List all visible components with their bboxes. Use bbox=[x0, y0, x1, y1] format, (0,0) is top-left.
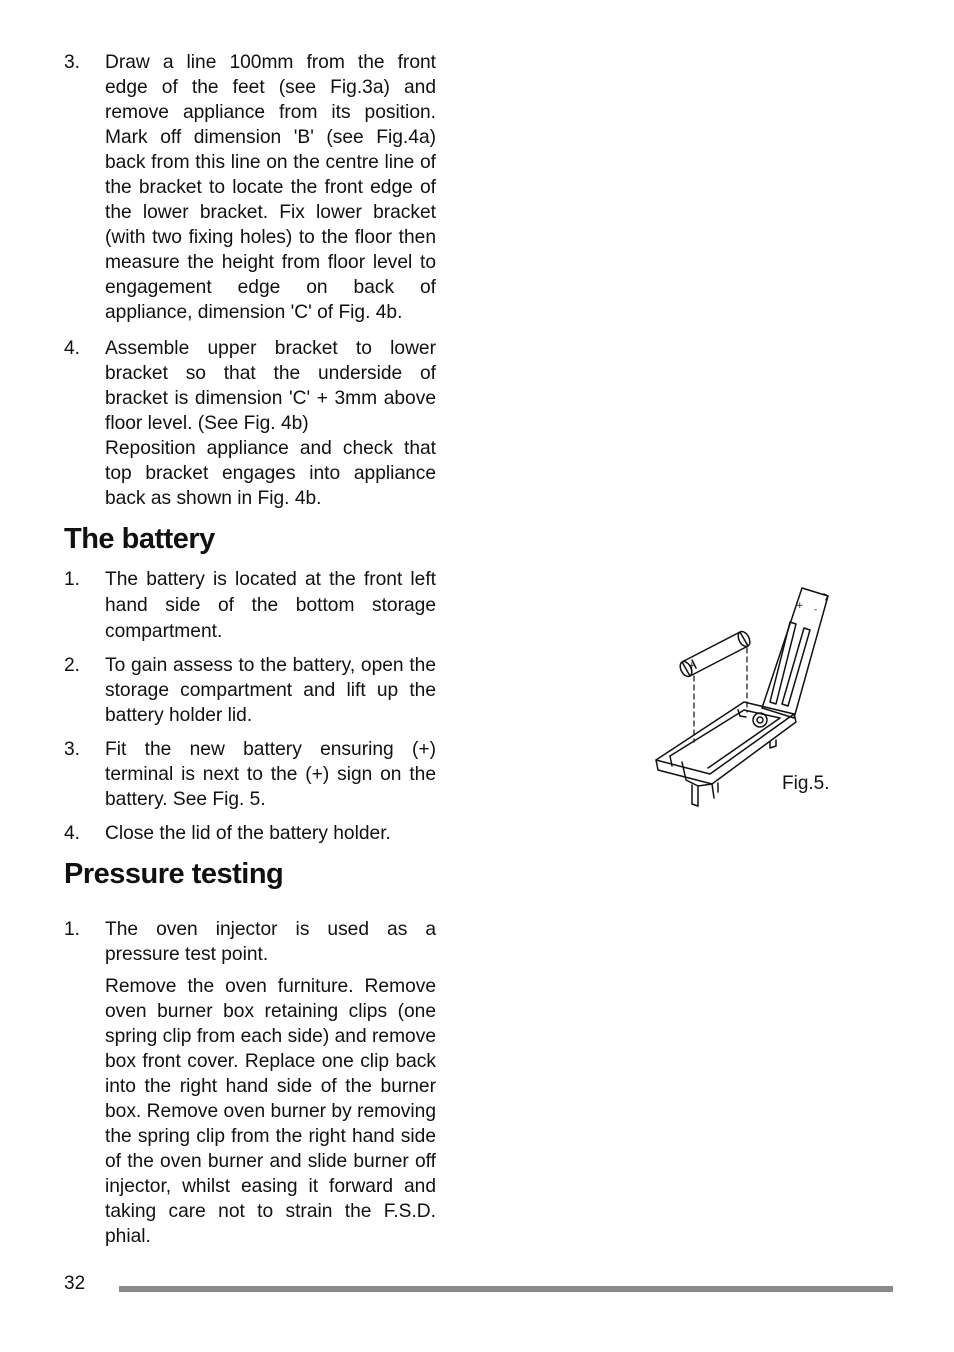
step-number: 3. bbox=[64, 52, 81, 73]
step-number: 4. bbox=[64, 823, 81, 844]
step-text: Draw a line 100mm from the front edge of the feet (see Fig.3a) and remove appliance from its position. Mark off dimension 'B' (see Fig.4a) back from this line on the centre line of the bracket to locate the front edge of the lower bracket. Fix lower bracket (with two fixing holes) to the floor then measure the height from floor level to engagement edge on back of appliance, dimension 'C' of Fig. 4b. bbox=[105, 52, 436, 323]
battery-plus-mark: + bbox=[688, 661, 696, 671]
step-text: Close the lid of the battery holder. bbox=[105, 823, 391, 844]
footer-rule bbox=[119, 1286, 893, 1292]
holder-tray bbox=[656, 702, 796, 806]
battery-step-2 bbox=[64, 653, 436, 728]
installation-steps bbox=[64, 50, 436, 511]
step-text-continued: Reposition appliance and check that top bracket engages into appliance back as shown in Fig. 4b. bbox=[105, 438, 436, 509]
battery-steps bbox=[64, 567, 436, 846]
step-text-continued: Remove the oven furniture. Remove oven burner box retaining clips (one spring clip from each side) and remove box front cover. Replace one clip back into the right hand side of the burner box. Remove oven burner by removing the spring clip from the right hand side of the oven burner and slide burner off injector, whilst easing it forward and taking care not to strain the F.S.D. phial. bbox=[105, 976, 436, 1247]
battery-cell bbox=[678, 630, 752, 679]
battery-step-4 bbox=[64, 821, 436, 846]
step-text: Fit the new battery ensuring (+) terminal is next to the (+) sign on the battery. See Fig. 5. bbox=[105, 739, 436, 810]
step-text: Assemble upper bracket to lower bracket so that the underside of bracket is dimension 'C' + 3mm above floor level. (See Fig. 4b) bbox=[105, 338, 436, 434]
step-text: The oven injector is used as a pressure test point. bbox=[105, 919, 436, 965]
figure-caption: Fig.5. bbox=[782, 773, 830, 794]
pressure-step-1 bbox=[64, 917, 436, 1249]
battery-step-1 bbox=[64, 567, 436, 645]
pressure-heading: Pressure testing bbox=[64, 858, 284, 890]
step-text: The battery is located at the front left hand side of the bottom storage compartment. bbox=[105, 569, 436, 642]
installation-step-4 bbox=[64, 336, 436, 511]
page-number: 32 bbox=[64, 1273, 86, 1294]
step-number: 1. bbox=[64, 919, 81, 940]
battery-heading: The battery bbox=[64, 523, 215, 555]
step-number: 2. bbox=[64, 655, 81, 676]
step-number: 1. bbox=[64, 569, 81, 590]
step-text: To gain assess to the battery, open the storage compartment and lift up the battery holder lid. bbox=[105, 655, 436, 726]
battery-step-3 bbox=[64, 737, 436, 812]
minus-mark: - bbox=[814, 605, 818, 615]
installation-step-3 bbox=[64, 50, 436, 325]
plus-mark: + bbox=[796, 601, 804, 611]
alignment-guides bbox=[694, 648, 747, 742]
step-number: 4. bbox=[64, 338, 81, 359]
holder-lid bbox=[762, 588, 828, 718]
step-number: 3. bbox=[64, 739, 81, 760]
pressure-steps bbox=[64, 917, 436, 1249]
